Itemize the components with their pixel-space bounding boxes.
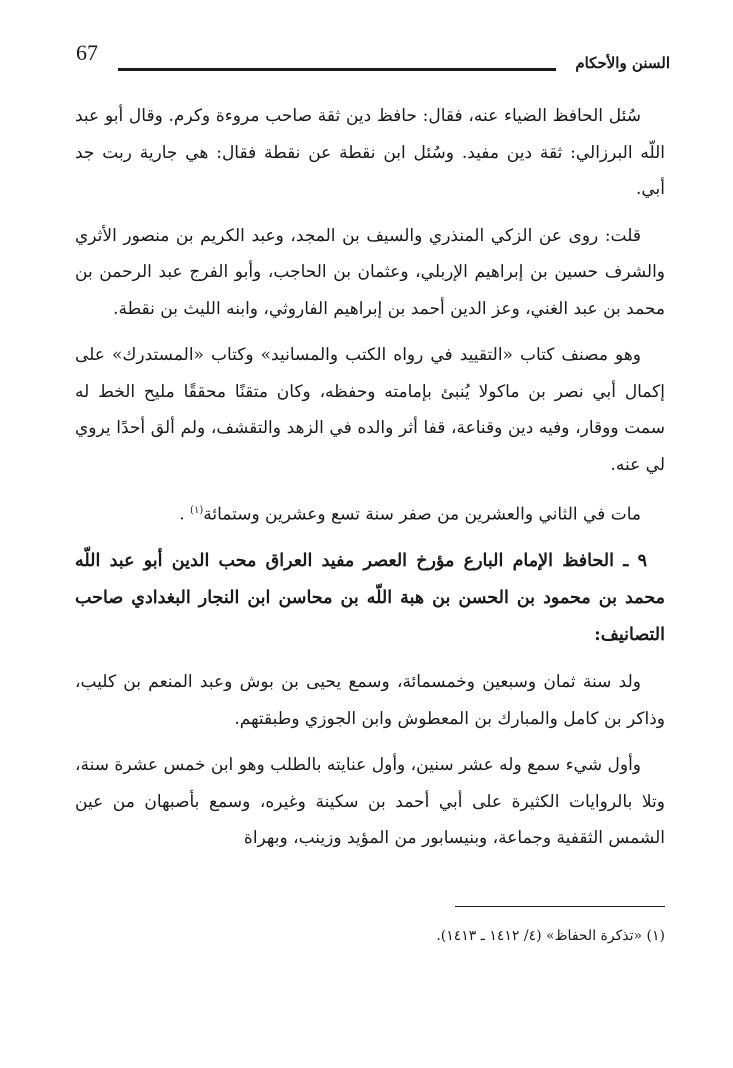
paragraph-death-date [75,493,665,533]
biography-heading: ٩ ـ الحافظ الإمام البارع مؤرخ العصر مفيد العراق محب الدين أبو عبد اللّه محمد بن محمود بن الحسن بن هبة اللّه بن محاسن ابن النجار البغدادي صاحب التصانيف: [75,551,665,646]
footnote-rule [455,906,665,907]
paragraph: سُئل الحافظ الضياء عنه، فقال: حافظ دين ثقة صاحب مروءة وكرم. وقال أبو عبد اللّه البرزالي: ثقة دين مفيد. وسُئل ابن نقطة عن نقطة فقال: هي جارية ربت جد أبي. [75,106,665,199]
page-number: 67 [76,40,98,65]
page-header [70,40,670,90]
paragraph-end: . [179,504,191,525]
paragraph: ولد سنة ثمان وسبعين وخمسمائة، وسمع يحيى بن بوش وعبد المنعم بن كليب، وذاكر بن كامل والمبارك بن المعطوش وابن الجوزي وطبقتهم. [75,672,665,729]
footnote: (١) «تذكرة الحفاظ» (٤/ ١٤١٢ ـ ١٤١٣). [436,928,665,944]
footnote-reference: (١) [190,505,204,516]
running-title: السنن والأحكام [575,54,670,72]
paragraph: وهو مصنف كتاب «التقييد في رواه الكتب والمسانيد» وكتاب «المستدرك» على إكمال أبي نصر بن ماكولا يُنبئ بإمامته وحفظه، وكان متقنًا محققًا مليح الخط له سمت ووقار، وفيه دين وقناعة، قفا أثر والده في الزهد والتقشف، ولم ألق أحدًا يروي لي عنه. [75,345,665,475]
paragraph: قلت: روى عن الزكي المنذري والسيف بن المجد، وعبد الكريم بن منصور الأثري والشرف حسين بن إبراهيم الإربلي، وعثمان بن الحاجب، وأبو الفرج عبد الرحمن بن محمد بن عبد الغني، وعز الدين أحمد بن إبراهيم الفاروثي، وابنه الليث بن نقطة. [75,225,665,319]
paragraph: وأول شيء سمع وله عشر سنين، وأول عنايته بالطلب وهو ابن خمس عشرة سنة، وتلا بالروايات الكثيرة على أبي أحمد بن سكينة وغيره، وسمع بأصبهان من عين الشمس الثقفية وجماعة، وبنيسابور من المؤيد وزينب، وبهراة [75,755,665,849]
page-body [75,98,665,867]
header-rule [118,68,556,71]
paragraph-text: مات في الثاني والعشرين من صفر سنة تسع وعشرين وستمائة [203,504,641,525]
